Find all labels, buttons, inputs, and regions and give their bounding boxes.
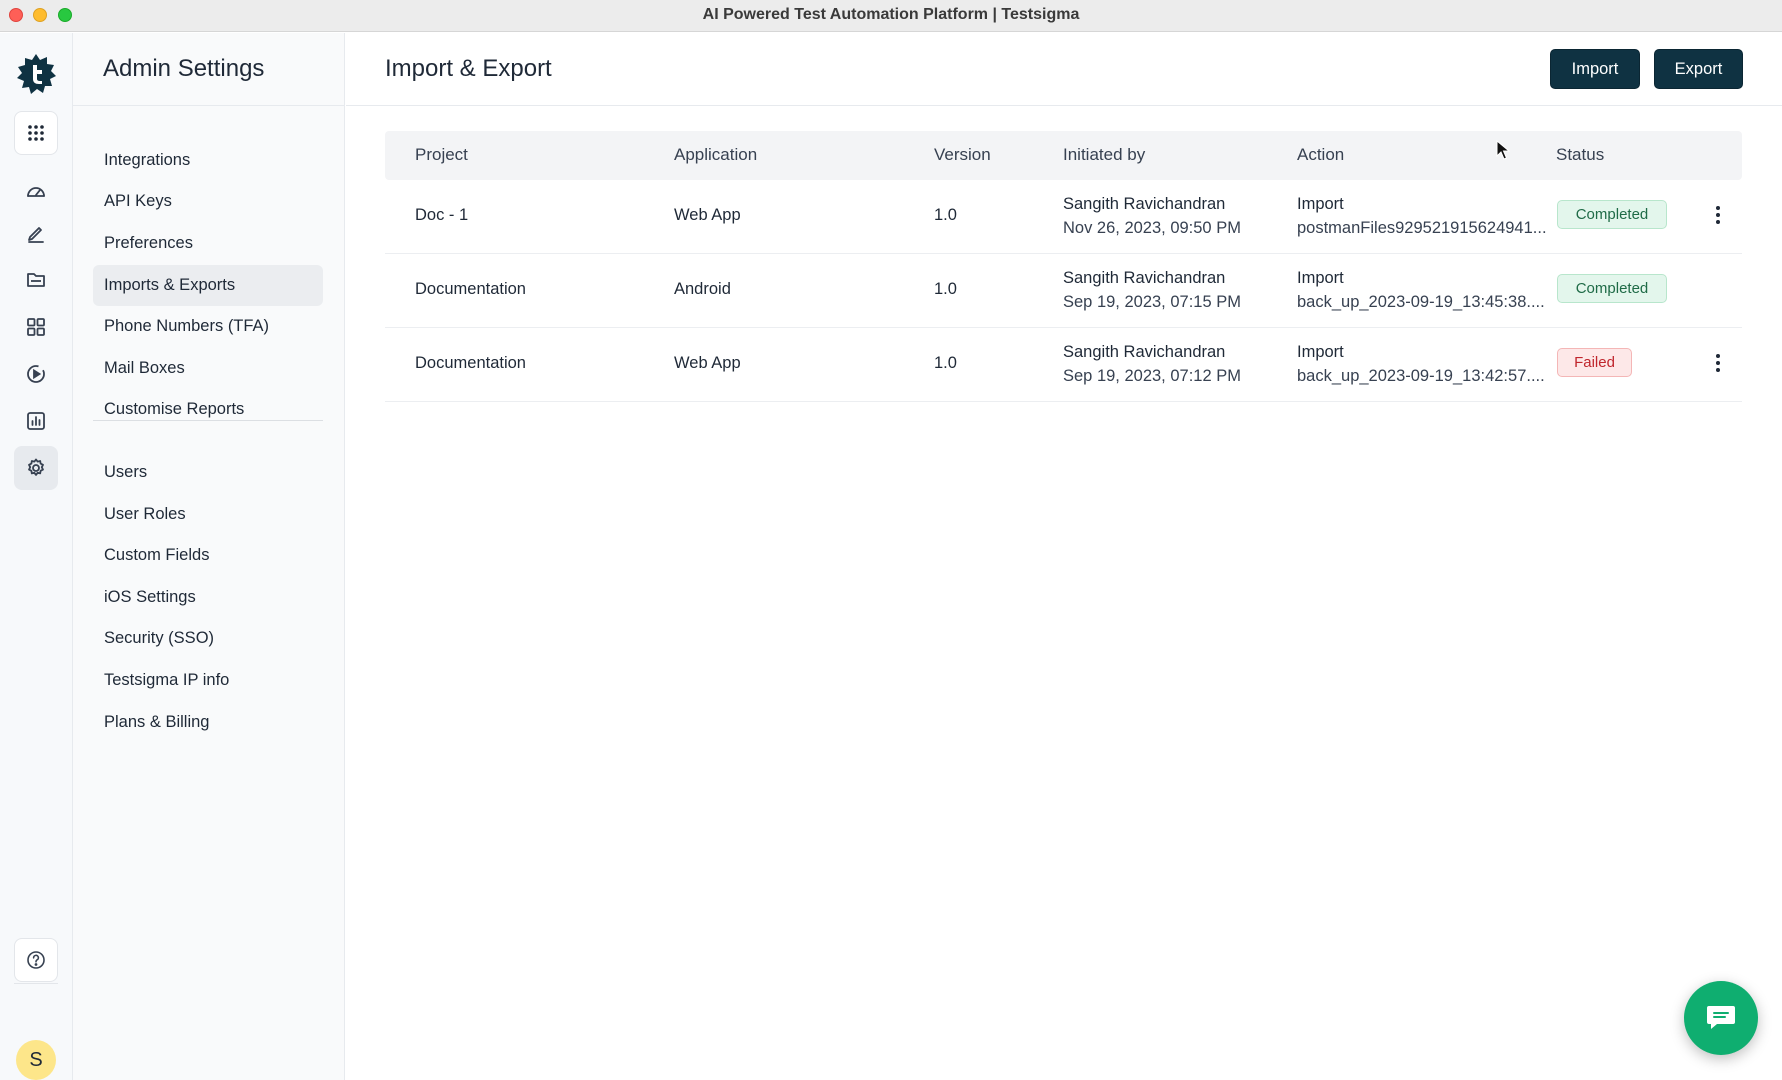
chat-support-button[interactable] xyxy=(1684,981,1758,1055)
menu-item-plans-billing[interactable]: Plans & Billing xyxy=(104,713,210,731)
application-cell: Web App xyxy=(674,206,741,224)
icon-rail xyxy=(0,33,73,1080)
apps-grid-icon[interactable] xyxy=(14,111,58,155)
help-icon[interactable] xyxy=(14,938,58,982)
folder-icon[interactable] xyxy=(14,258,58,302)
status-badge: Failed xyxy=(1557,348,1632,377)
rail-divider xyxy=(14,983,58,984)
menu-item-api-keys[interactable]: API Keys xyxy=(104,192,172,210)
action-type: Import xyxy=(1297,269,1344,287)
dashboard-icon[interactable] xyxy=(14,170,58,214)
table-row[interactable] xyxy=(385,328,1742,402)
main-header-divider xyxy=(346,105,1782,106)
settings-title: Admin Settings xyxy=(103,55,265,82)
application-cell: Web App xyxy=(674,354,741,372)
action-type: Import xyxy=(1297,195,1344,213)
column-header-application: Application xyxy=(674,145,758,164)
main-content xyxy=(346,33,1782,1080)
menu-divider xyxy=(93,420,323,421)
settings-header-divider xyxy=(73,105,345,106)
reports-icon[interactable] xyxy=(14,399,58,443)
column-header-version: Version xyxy=(934,145,991,164)
action-type: Import xyxy=(1297,343,1344,361)
import-export-table xyxy=(385,131,1742,402)
menu-item-mail-boxes[interactable]: Mail Boxes xyxy=(104,359,185,377)
application-cell: Android xyxy=(674,280,731,298)
menu-item-user-roles[interactable]: User Roles xyxy=(104,505,186,523)
page-title: Import & Export xyxy=(385,55,552,82)
action-file-name: postmanFiles929521915624941... xyxy=(1297,219,1547,237)
modules-icon[interactable] xyxy=(14,305,58,349)
menu-item-users[interactable]: Users xyxy=(104,463,148,481)
action-file-name: back_up_2023-09-19_13:45:38.... xyxy=(1297,293,1545,311)
initiator-name: Sangith Ravichandran xyxy=(1063,269,1226,287)
initiated-date: Sep 19, 2023, 07:12 PM xyxy=(1063,367,1241,385)
more-vertical-icon xyxy=(1715,353,1721,373)
column-header-action: Action xyxy=(1297,145,1345,164)
run-icon[interactable] xyxy=(14,352,58,396)
user-avatar[interactable]: S xyxy=(16,1040,56,1080)
menu-item-ip-info[interactable]: Testsigma IP info xyxy=(104,671,230,689)
menu-item-phone-numbers[interactable]: Phone Numbers (TFA) xyxy=(104,317,270,335)
column-header-project: Project xyxy=(415,145,468,164)
menu-item-ios-settings[interactable]: iOS Settings xyxy=(104,588,196,606)
mouse-cursor-icon xyxy=(1496,140,1510,160)
initiator-name: Sangith Ravichandran xyxy=(1063,195,1226,213)
window-title: AI Powered Test Automation Platform | Testsigma xyxy=(702,6,1080,23)
logo-icon[interactable] xyxy=(15,53,57,95)
table-header xyxy=(385,131,1742,180)
admin-settings-panel xyxy=(73,33,345,1080)
project-cell: Documentation xyxy=(415,280,526,298)
status-badge: Completed xyxy=(1557,200,1667,229)
table-row[interactable] xyxy=(385,180,1742,254)
column-header-initiated-by: Initiated by xyxy=(1063,145,1146,164)
export-button[interactable]: Export xyxy=(1654,49,1743,89)
row-menu-button[interactable] xyxy=(1706,202,1730,228)
window-titlebar xyxy=(0,0,1782,32)
row-menu-button[interactable] xyxy=(1706,350,1730,376)
column-header-status: Status xyxy=(1556,145,1605,164)
initiator-name: Sangith Ravichandran xyxy=(1063,343,1226,361)
table-row[interactable] xyxy=(385,254,1742,328)
project-cell: Documentation xyxy=(415,354,526,372)
chat-icon xyxy=(1705,1004,1737,1032)
action-file-name: back_up_2023-09-19_13:42:57.... xyxy=(1297,367,1545,385)
menu-item-preferences[interactable]: Preferences xyxy=(104,234,193,252)
menu-item-imports-exports[interactable]: Imports & Exports xyxy=(93,265,323,306)
import-button[interactable]: Import xyxy=(1550,49,1640,89)
version-cell: 1.0 xyxy=(934,206,957,224)
version-cell: 1.0 xyxy=(934,354,957,372)
initiated-date: Nov 26, 2023, 09:50 PM xyxy=(1063,219,1241,237)
menu-item-custom-fields[interactable]: Custom Fields xyxy=(104,546,210,564)
menu-item-customise-reports[interactable]: Customise Reports xyxy=(104,400,245,418)
menu-item-integrations[interactable]: Integrations xyxy=(104,151,191,169)
project-cell: Doc - 1 xyxy=(415,206,469,224)
version-cell: 1.0 xyxy=(934,280,957,298)
initiated-date: Sep 19, 2023, 07:15 PM xyxy=(1063,293,1241,311)
status-badge: Completed xyxy=(1557,274,1667,303)
more-vertical-icon xyxy=(1715,205,1721,225)
edit-icon[interactable] xyxy=(14,211,58,255)
menu-item-security-sso[interactable]: Security (SSO) xyxy=(104,629,215,647)
settings-icon[interactable] xyxy=(14,446,58,490)
